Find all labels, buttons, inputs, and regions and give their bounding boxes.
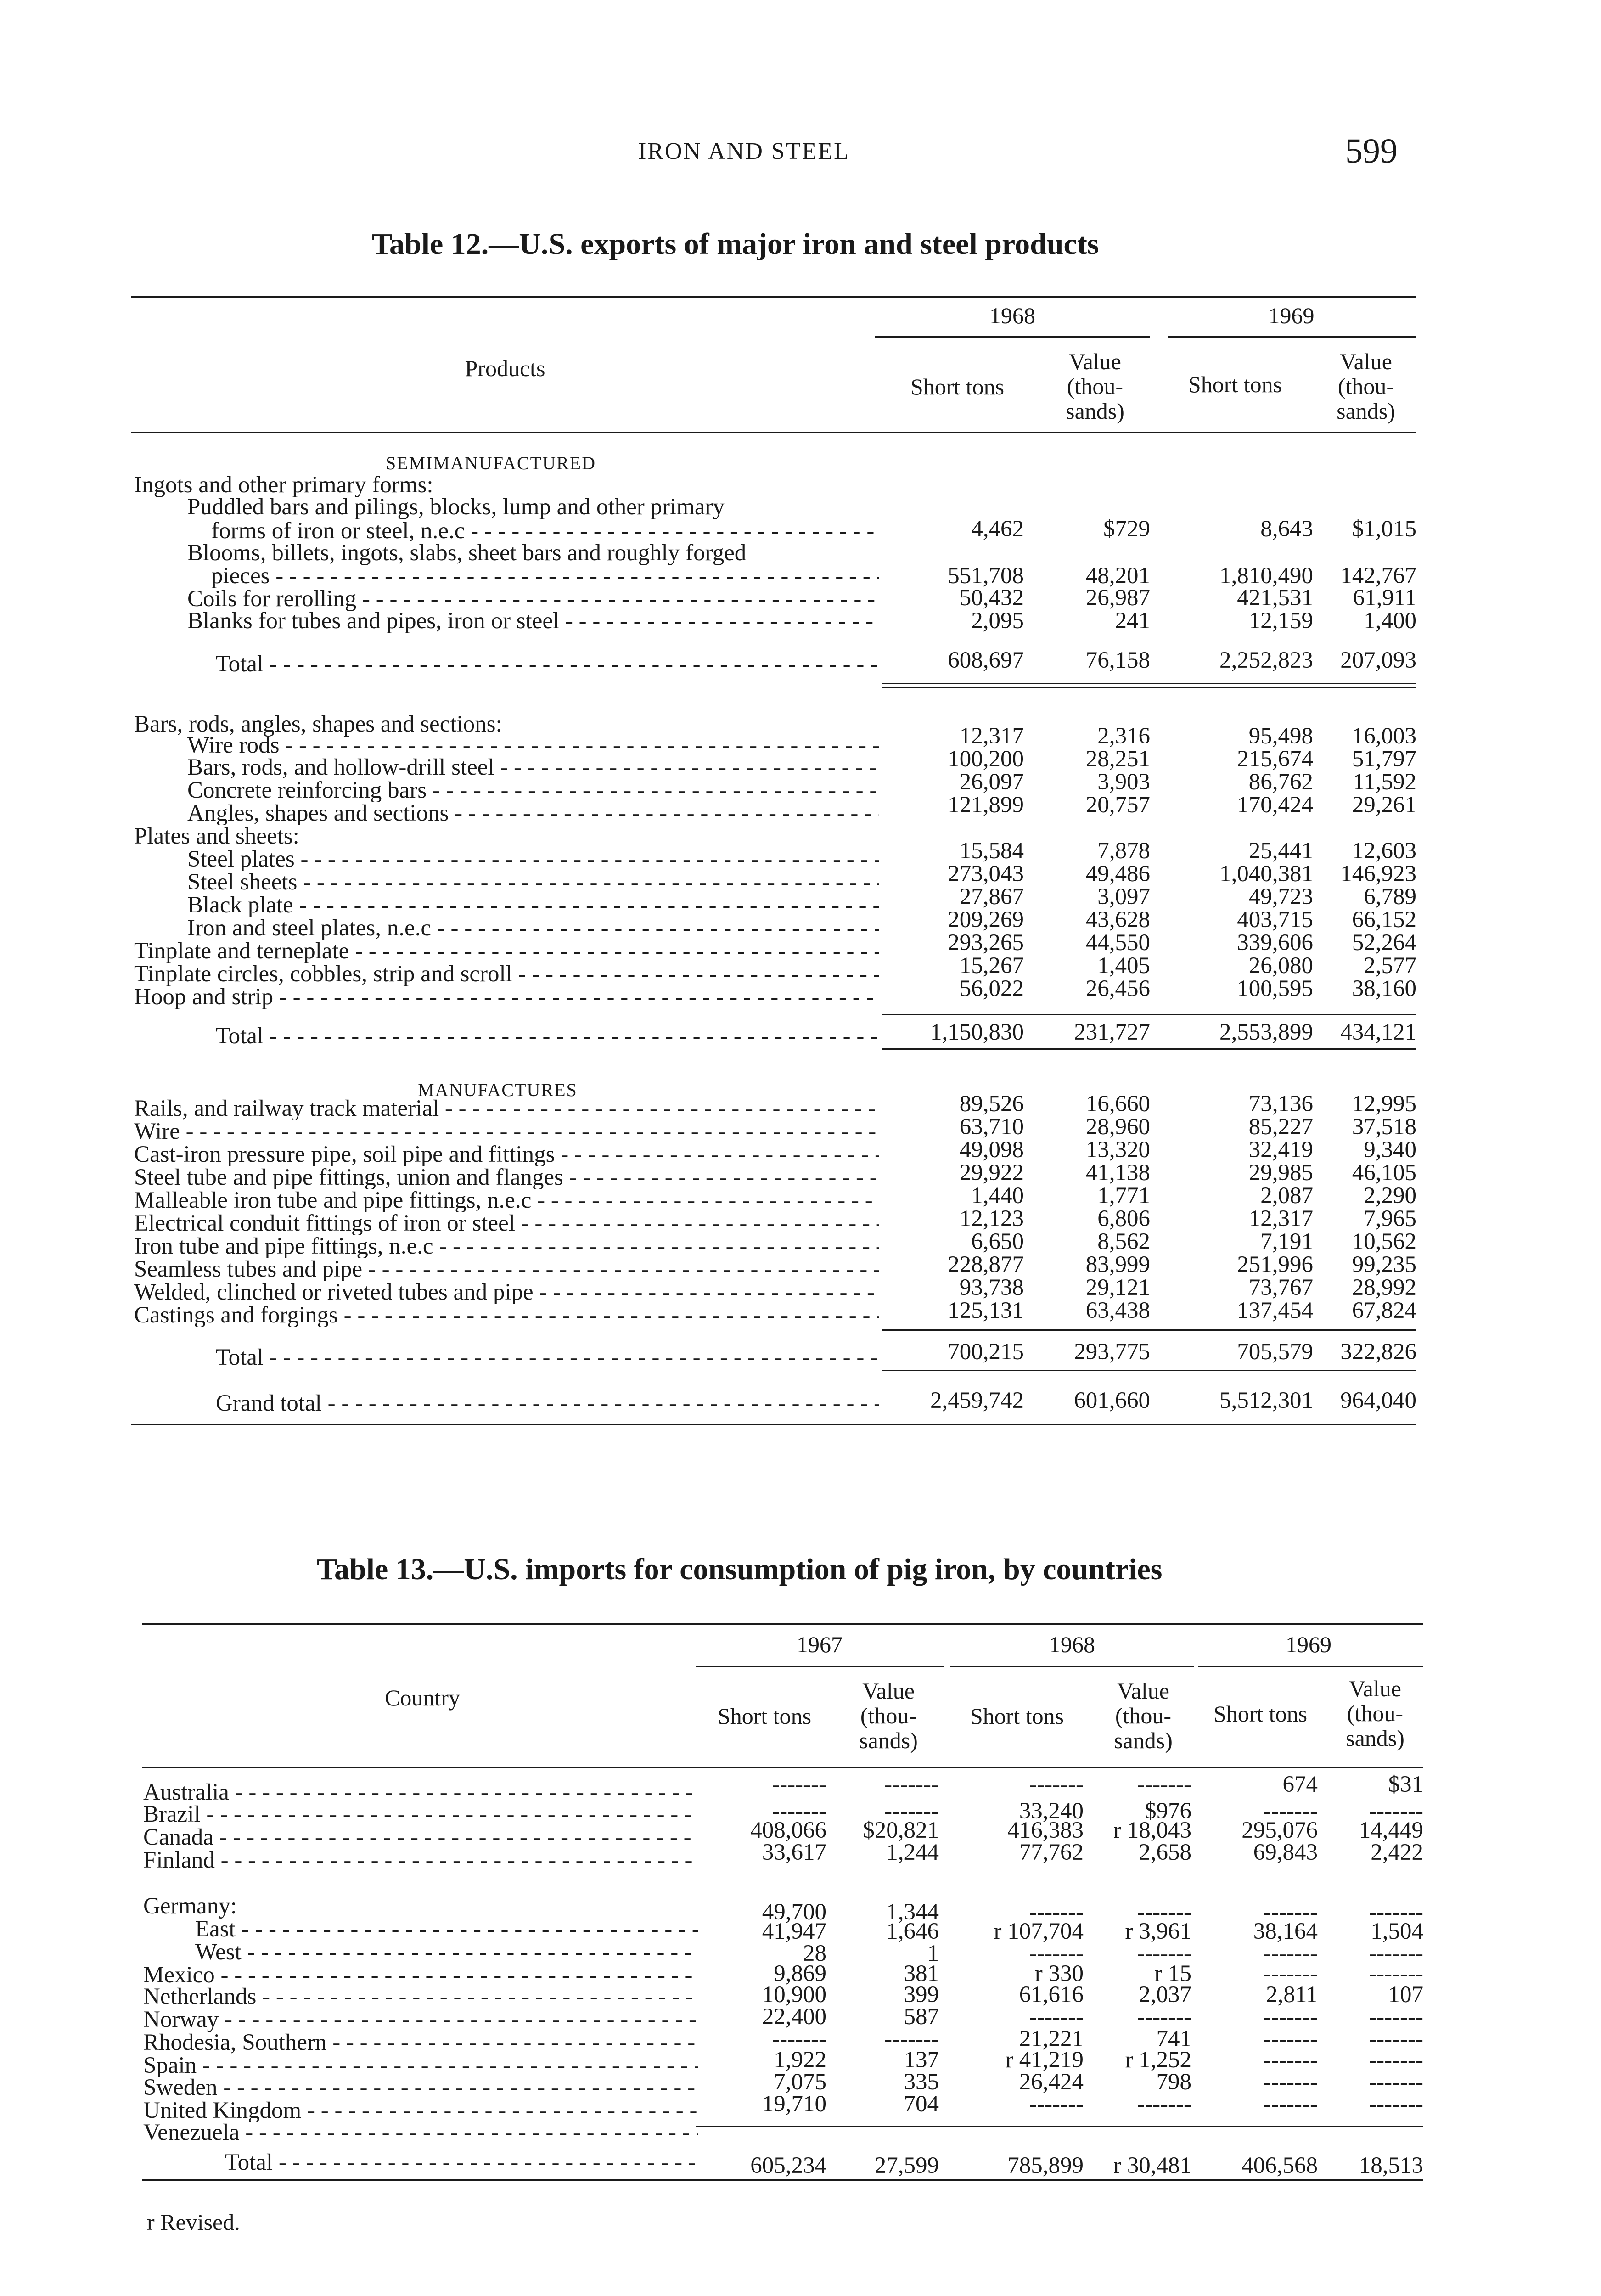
table13-cell: -------	[884, 2026, 939, 2052]
table13-1969-rule	[1198, 1666, 1423, 1667]
table12-cell: 49,486	[1085, 861, 1150, 887]
table13-title: Table 13.—U.S. imports for consumption of pig iron, by countries	[317, 1553, 1163, 1586]
table13-cell: r 30,481	[1113, 2153, 1191, 2178]
table12-cell: 95,498	[1248, 723, 1313, 749]
table12-cell: 29,922	[959, 1160, 1024, 1186]
table13-cell: 27,599	[874, 2153, 939, 2178]
table12-cell: 41,138	[1085, 1160, 1150, 1186]
table13-bottom-rule	[142, 2179, 1423, 2181]
table12-cell: 8,643	[1260, 516, 1313, 542]
table12-1968-rule	[875, 336, 1150, 338]
table12-row-label: Tinplate and terneplate - - -	[134, 939, 879, 963]
table12-cell: 26,080	[1248, 953, 1313, 979]
table12-row-label: Malleable iron tube and pipe fittings, n.e.c - - -	[134, 1188, 879, 1212]
table13-row-label: Rhodesia, Southern - - -	[143, 2031, 698, 2054]
table12-cell: 56,022	[959, 976, 1024, 1002]
table13-cell: -------	[1263, 2004, 1318, 2030]
table13-value-1969: Value (thou- sands)	[1346, 1676, 1404, 1751]
table12-cell: 322,826	[1340, 1339, 1416, 1365]
table12-cell: 12,603	[1352, 838, 1416, 864]
table13-cell: 408,066	[750, 1818, 826, 1843]
table12-cell: 29,985	[1248, 1160, 1313, 1186]
table13-row-label: Total - - -	[225, 2150, 698, 2174]
table12-cell: 2,316	[1097, 723, 1150, 749]
table12-cell: 700,215	[948, 1339, 1024, 1365]
table13-cell: 7,075	[774, 2069, 826, 2095]
table12-cell: 293,775	[1074, 1339, 1150, 1365]
table12-cell: $729	[1103, 516, 1150, 542]
table13-cell: 1,504	[1371, 1919, 1423, 1944]
table12-bottom-rule	[131, 1424, 1416, 1425]
table12-cell: 16,003	[1352, 723, 1416, 749]
table12-cell: 339,606	[1237, 930, 1313, 956]
table13-cell: -------	[1137, 1899, 1191, 1925]
table12-cell: 3,097	[1097, 884, 1150, 910]
table13-row-label: Canada - - -	[143, 1825, 698, 1849]
table12-cell: 1,040,381	[1219, 861, 1313, 887]
table13-cell: r 3,961	[1125, 1919, 1191, 1944]
table13-cell: -------	[1369, 2026, 1423, 2052]
table12-row-label: Wire rods - - -	[187, 733, 879, 757]
table13-value-1968: Value (thou- sands)	[1114, 1678, 1173, 1753]
table12-year-1969: 1969	[1268, 303, 1315, 328]
table12-row-label: Iron tube and pipe fittings, n.e.c - - -	[134, 1234, 879, 1258]
table12-cell: 32,419	[1248, 1137, 1313, 1163]
table13-cell: -------	[1029, 1941, 1084, 1966]
table12-cell: 1,440	[971, 1183, 1024, 1209]
table12-products-header: Products	[465, 355, 545, 381]
table13-cell: 406,568	[1241, 2153, 1318, 2178]
table12-cell: 66,152	[1352, 907, 1416, 933]
table13-cell: r 41,219	[1006, 2047, 1084, 2073]
table13-cell: -------	[1137, 2004, 1191, 2030]
table12-cell: 29,121	[1085, 1275, 1150, 1300]
table13-cell: 38,164	[1253, 1919, 1318, 1944]
table12-cell: 12,317	[959, 723, 1024, 749]
table12-cell: 100,200	[948, 746, 1024, 772]
table12-row-label: Castings and forgings - - -	[134, 1303, 879, 1327]
table12-row-label: Total - - -	[216, 652, 879, 676]
table13-cell: -------	[1137, 2091, 1191, 2117]
table12-cell: 207,093	[1340, 647, 1416, 673]
table13-cell: 22,400	[762, 2004, 826, 2030]
table13-cell: 14,449	[1359, 1818, 1423, 1843]
table13-cell: 741	[1156, 2026, 1191, 2052]
table12-grand-rule	[882, 1370, 1416, 1371]
table12-cell: 12,317	[1248, 1206, 1313, 1232]
table13-cell: 704	[904, 2091, 939, 2117]
table12-row-label: Black plate - - -	[187, 893, 879, 917]
table13-cell: 1,344	[886, 1899, 939, 1925]
table12-cell: 293,265	[948, 930, 1024, 956]
table12-cell: 49,723	[1248, 884, 1313, 910]
table13-cell: -------	[1029, 1899, 1084, 1925]
table13-cell: 61,616	[1019, 1982, 1084, 2008]
table12-total1-rule	[882, 687, 1416, 688]
table12-cell: 8,562	[1097, 1229, 1150, 1255]
table12-cell: 86,762	[1248, 769, 1313, 795]
table12-row-label: Total - - -	[216, 1345, 879, 1369]
table12-row-label: Concrete reinforcing bars - - -	[187, 778, 879, 802]
table13-row-label: Venezuela - - -	[143, 2121, 698, 2144]
table13-cell: 1,646	[886, 1919, 939, 1944]
table12-year-1968: 1968	[989, 303, 1035, 328]
table12-cell: 434,121	[1340, 1019, 1416, 1045]
table12-cell: 2,577	[1364, 953, 1416, 979]
table12-total2-rule-b	[882, 1048, 1416, 1050]
table12-cell: 121,899	[948, 792, 1024, 818]
table13-cell: 2,422	[1371, 1840, 1423, 1865]
table12-section-manufactures: MANUFACTURES	[418, 1080, 578, 1100]
table13-cell: 69,843	[1253, 1840, 1318, 1865]
table12-cell: 1,771	[1097, 1183, 1150, 1209]
table12-row-label: Electrical conduit fittings of iron or steel - - -	[134, 1211, 879, 1235]
table13-cell: 2,811	[1266, 1982, 1318, 2008]
table12-title: Table 12.—U.S. exports of major iron and steel products	[372, 227, 1099, 261]
table12-short-tons-1969: Short tons	[1188, 371, 1282, 397]
table12-puddled-line2: forms of iron or steel, n.e.c - - -	[211, 519, 879, 543]
table13-row-label: Mexico - - -	[143, 1963, 698, 1987]
table13-cell: r 330	[1034, 1961, 1084, 1986]
table13-cell: 2,037	[1139, 1982, 1191, 2008]
table13-cell: -------	[1263, 2026, 1318, 2052]
table13-row-label: Sweden - - -	[143, 2076, 698, 2099]
table13-1967-rule	[696, 1666, 944, 1667]
table13-row-label: West - - -	[195, 1940, 698, 1964]
table12-cell: 6,806	[1097, 1206, 1150, 1232]
table13-cell: r 18,043	[1113, 1818, 1191, 1843]
table13-cell: 399	[904, 1982, 939, 2008]
table12-cell: 37,518	[1352, 1114, 1416, 1140]
table12-1969-rule	[1168, 336, 1416, 338]
table13-cell: 33,617	[762, 1840, 826, 1865]
table12-row-label: Steel tube and pipe fittings, union and flanges - - -	[134, 1165, 879, 1189]
table12-row-label: Tinplate circles, cobbles, strip and scroll - - -	[134, 962, 879, 986]
table12-cell: 1,400	[1364, 608, 1416, 634]
table13-cell: -------	[1263, 1941, 1318, 1966]
table13-top-rule	[142, 1623, 1423, 1625]
table13-year-1968: 1968	[1049, 1632, 1095, 1657]
table12-cell: 83,999	[1085, 1252, 1150, 1277]
table13-cell: -------	[1369, 2004, 1423, 2030]
table12-cell: 11,592	[1353, 769, 1416, 795]
table12-cell: 1,810,490	[1219, 563, 1313, 589]
table13-cell: 381	[904, 1961, 939, 1986]
table12-cell: 76,158	[1085, 647, 1150, 673]
table13-cell: -------	[1263, 1961, 1318, 1986]
table12-cell: 28,992	[1352, 1275, 1416, 1300]
table12-total1-rule-a	[882, 683, 1416, 684]
table12-cell: 2,290	[1364, 1183, 1416, 1209]
table12-cell: $1,015	[1352, 516, 1416, 542]
table13-row-label: Netherlands - - -	[143, 1985, 698, 2009]
table12-cell: 29,261	[1352, 792, 1416, 818]
table13-cell: -------	[1029, 1772, 1084, 1797]
table12-cell: 67,824	[1352, 1298, 1416, 1323]
table13-row-label: Norway - - -	[143, 2008, 698, 2032]
table13-cell: 335	[904, 2069, 939, 2095]
table13-cell: -------	[1263, 2047, 1318, 2073]
table12-cell: 705,579	[1237, 1339, 1313, 1365]
table12-cell: 228,877	[948, 1252, 1024, 1277]
table12-cell: 15,584	[959, 838, 1024, 864]
table13-cell: -------	[1369, 2069, 1423, 2095]
table12-cell: 99,235	[1352, 1252, 1416, 1277]
table13-cell: 416,383	[1007, 1818, 1084, 1843]
table12-row-label: Steel plates - - -	[187, 847, 879, 871]
table13-cell: 21,221	[1019, 2026, 1084, 2052]
table13-cell: 9,869	[774, 1961, 826, 1986]
footnote-revised: r Revised.	[147, 2209, 240, 2235]
table13-short-tons-1969: Short tons	[1213, 1701, 1308, 1727]
table13-cell: -------	[1369, 1899, 1423, 1925]
table13-cell: r 1,252	[1125, 2047, 1191, 2073]
table12-cell: 27,867	[959, 884, 1024, 910]
table13-cell: -------	[1263, 1899, 1318, 1925]
table13-cell: -------	[1369, 2047, 1423, 2073]
table12-cell: 551,708	[948, 563, 1024, 589]
table12-cell: 7,965	[1364, 1206, 1416, 1232]
table13-cell: -------	[1263, 1798, 1318, 1824]
table12-cell: 38,160	[1352, 976, 1416, 1002]
table12-cell: 3,903	[1097, 769, 1150, 795]
table12-cell: 20,757	[1085, 792, 1150, 818]
table13-value-1967: Value (thou- sands)	[859, 1678, 918, 1753]
table12-cell: 73,136	[1248, 1091, 1313, 1117]
table12-row-label: Wire - - -	[134, 1120, 879, 1143]
page-number: 599	[1345, 132, 1398, 170]
table12-cell: 25,441	[1248, 838, 1313, 864]
table12-row-label: Total - - -	[216, 1024, 879, 1048]
table12-cell: 44,550	[1085, 930, 1150, 956]
table13-cell: -------	[1263, 2091, 1318, 2117]
table12-cell: 251,996	[1237, 1252, 1313, 1277]
table13-cell: -------	[884, 1798, 939, 1824]
table13-cell: -------	[1029, 2004, 1084, 2030]
table12-header-rule	[131, 432, 1416, 433]
table12-cell: 43,628	[1085, 907, 1150, 933]
table12-cell: 15,267	[959, 953, 1024, 979]
table12-row-label: Grand total - - -	[216, 1391, 879, 1415]
table13-cell: 10,900	[762, 1982, 826, 2008]
table12-cell: 26,987	[1085, 585, 1150, 611]
table12-cell: 93,738	[959, 1275, 1024, 1300]
table12-cell: 2,087	[1260, 1183, 1313, 1209]
table12-cell: 26,456	[1085, 976, 1150, 1002]
table13-cell: 674	[1282, 1772, 1318, 1797]
table13-cell: 1,922	[774, 2047, 826, 2073]
table12-cell: 28,960	[1085, 1114, 1150, 1140]
table13-year-1969: 1969	[1286, 1632, 1331, 1657]
table12-cell: 63,438	[1085, 1298, 1150, 1323]
table12-cell: 142,767	[1340, 563, 1416, 589]
table12-row-label: Blanks for tubes and pipes, iron or steel - - -	[187, 609, 879, 633]
table13-cell: 1,244	[886, 1840, 939, 1865]
table13-country-header: Country	[385, 1685, 460, 1711]
table12-blooms-line1: Blooms, billets, ingots, slabs, sheet bars and roughly forged	[187, 540, 747, 566]
table13-cell: 28	[803, 1941, 826, 1966]
table13-cell: 785,899	[1007, 2153, 1084, 2178]
table13-cell: $976	[1145, 1798, 1191, 1824]
table13-cell: r 107,704	[994, 1919, 1084, 1944]
table12-cell: 12,123	[959, 1206, 1024, 1232]
table12-group-bars: Bars, rods, angles, shapes and sections:	[134, 711, 502, 737]
table12-cell: 4,462	[971, 516, 1024, 542]
table13-short-tons-1967: Short tons	[717, 1703, 812, 1729]
table12-cell: 215,674	[1237, 746, 1313, 772]
table12-cell: 5,512,301	[1219, 1388, 1313, 1413]
table13-cell: -------	[1369, 1941, 1423, 1966]
table12-cell: 6,789	[1364, 884, 1416, 910]
table13-cell: -------	[772, 1772, 826, 1797]
table13-header-rule	[142, 1767, 1423, 1768]
table13-group-germany: Germany:	[143, 1893, 237, 1919]
table12-value-1969: Value (thou- sands)	[1337, 349, 1395, 424]
table12-cell: 2,095	[971, 608, 1024, 634]
table12-cell: 48,201	[1085, 563, 1150, 589]
table12-cell: 10,562	[1352, 1229, 1416, 1255]
table12-short-tons-1968: Short tons	[910, 374, 1005, 400]
table12-puddled-line1: Puddled bars and pilings, blocks, lump and other primary	[187, 494, 725, 520]
table12-row-label: Rails, and railway track material - - -	[134, 1097, 879, 1120]
table13-row-label: East - - -	[195, 1917, 698, 1941]
table12-cell: 12,995	[1352, 1091, 1416, 1117]
table12-cell: 16,660	[1085, 1091, 1150, 1117]
table13-cell: 49,700	[762, 1899, 826, 1925]
table12-row-label: Steel sheets - - -	[187, 870, 879, 894]
table12-cell: 13,320	[1085, 1137, 1150, 1163]
table12-cell: 2,459,742	[930, 1388, 1024, 1413]
table12-cell: 73,767	[1248, 1275, 1313, 1300]
table13-cell: $31	[1388, 1772, 1423, 1797]
table12-cell: 231,727	[1074, 1019, 1150, 1045]
table12-value-1968: Value (thou- sands)	[1066, 349, 1124, 424]
table12-group-ingots: Ingots and other primary forms:	[134, 472, 433, 498]
table12-cell: 28,251	[1085, 746, 1150, 772]
table13-row-label: Finland - - -	[143, 1848, 698, 1872]
table13-cell: 41,947	[762, 1919, 826, 1944]
table13-cell: r 15	[1154, 1961, 1191, 1986]
table12-cell: 7,878	[1097, 838, 1150, 864]
table12-cell: 9,340	[1364, 1137, 1416, 1163]
table12-cell: 403,715	[1237, 907, 1313, 933]
table12-cell: 421,531	[1237, 585, 1313, 611]
table12-section-semimanufactured: SEMIMANUFACTURED	[386, 453, 596, 473]
table13-cell: -------	[1263, 2069, 1318, 2095]
table12-cell: 12,159	[1248, 608, 1313, 634]
table12-cell: 146,923	[1340, 861, 1416, 887]
table12-cell: 241	[1115, 608, 1150, 634]
table13-cell: 137	[904, 2047, 939, 2073]
table13-cell: $20,821	[863, 1818, 939, 1843]
table12-cell: 50,432	[959, 585, 1024, 611]
table12-cell: 7,191	[1260, 1229, 1313, 1255]
table12-cell: 46,105	[1352, 1160, 1416, 1186]
table12-row-label: Seamless tubes and pipe - - -	[134, 1257, 879, 1281]
table13-cell: 1	[927, 1941, 939, 1966]
table12-cell: 26,097	[959, 769, 1024, 795]
table12-cell: 52,264	[1352, 930, 1416, 956]
table13-cell: 33,240	[1019, 1798, 1084, 1824]
table13-cell: 798	[1156, 2069, 1191, 2095]
table12-cell: 137,454	[1237, 1298, 1313, 1323]
table13-cell: 2,658	[1139, 1840, 1191, 1865]
table13-cell: -------	[1137, 1772, 1191, 1797]
table13-cell: -------	[1369, 1798, 1423, 1824]
table12-row-label: pieces - - -	[211, 564, 879, 588]
table13-cell: 26,424	[1019, 2069, 1084, 2095]
table12-cell: 273,043	[948, 861, 1024, 887]
table12-cell: 209,269	[948, 907, 1024, 933]
table12-row-label: Iron and steel plates, n.e.c - - -	[187, 916, 879, 940]
table13-1968-rule	[950, 1666, 1194, 1667]
table13-cell: -------	[772, 1798, 826, 1824]
table13-cell: -------	[1029, 2091, 1084, 2117]
table13-cell: 18,513	[1359, 2153, 1423, 2178]
table12-cell: 601,660	[1074, 1388, 1150, 1413]
table12-row-label: Hoop and strip - - -	[134, 985, 879, 1009]
table12-cell: 100,595	[1237, 976, 1313, 1002]
table12-row-label: Angles, shapes and sections - - -	[187, 801, 879, 825]
table13-cell: -------	[1137, 1941, 1191, 1966]
table12-cell: 49,098	[959, 1137, 1024, 1163]
table12-group-plates: Plates and sheets:	[134, 823, 299, 849]
table12-cell: 6,650	[971, 1229, 1024, 1255]
table12-cell: 89,526	[959, 1091, 1024, 1117]
table13-cell: 587	[904, 2004, 939, 2030]
table13-row-label: Spain - - -	[143, 2054, 698, 2077]
table12-cell: 85,227	[1248, 1114, 1313, 1140]
table12-cell: 125,131	[948, 1298, 1024, 1323]
table12-cell: 608,697	[948, 647, 1024, 673]
table13-cell: 107	[1388, 1982, 1423, 2008]
table13-row-label: Australia - - -	[143, 1780, 698, 1804]
running-head: IRON AND STEEL	[638, 138, 850, 164]
table13-year-1967: 1967	[797, 1632, 843, 1657]
table13-row-label: Brazil - - -	[143, 1802, 698, 1826]
table12-cell: 1,405	[1097, 953, 1150, 979]
table12-total3-rule	[882, 1329, 1416, 1331]
table13-cell: -------	[1369, 2091, 1423, 2117]
table12-cell: 1,150,830	[930, 1019, 1024, 1045]
table13-total-rule	[696, 2126, 1423, 2127]
table13-cell: 295,076	[1241, 1818, 1318, 1843]
table12-cell: 2,252,823	[1219, 647, 1313, 673]
table13-short-tons-1968: Short tons	[970, 1703, 1064, 1729]
table13-cell: 19,710	[762, 2091, 826, 2117]
table13-cell: -------	[1369, 1961, 1423, 1986]
table12-cell: 61,911	[1353, 585, 1416, 611]
table12-row-label: Welded, clinched or riveted tubes and pipe - - -	[134, 1280, 879, 1304]
table12-row-label: Cast-iron pressure pipe, soil pipe and fittings - - -	[134, 1142, 879, 1166]
table13-cell: 77,762	[1019, 1840, 1084, 1865]
table13-cell: 605,234	[750, 2153, 826, 2178]
table12-row-label: Coils for rerolling - - -	[187, 587, 879, 611]
table13-cell: -------	[884, 1772, 939, 1797]
table12-total2-rule	[882, 1014, 1416, 1015]
table13-row-label: United Kingdom - - -	[143, 2099, 698, 2122]
table12-cell: 170,424	[1237, 792, 1313, 818]
table12-top-rule	[131, 296, 1416, 298]
table12-cell: 2,553,899	[1219, 1019, 1313, 1045]
table12-row-label: Bars, rods, and hollow-drill steel - - -	[187, 755, 879, 779]
table12-cell: 51,797	[1352, 746, 1416, 772]
table12-cell: 964,040	[1340, 1388, 1416, 1413]
table13-cell: -------	[772, 2026, 826, 2052]
table12-cell: 63,710	[959, 1114, 1024, 1140]
